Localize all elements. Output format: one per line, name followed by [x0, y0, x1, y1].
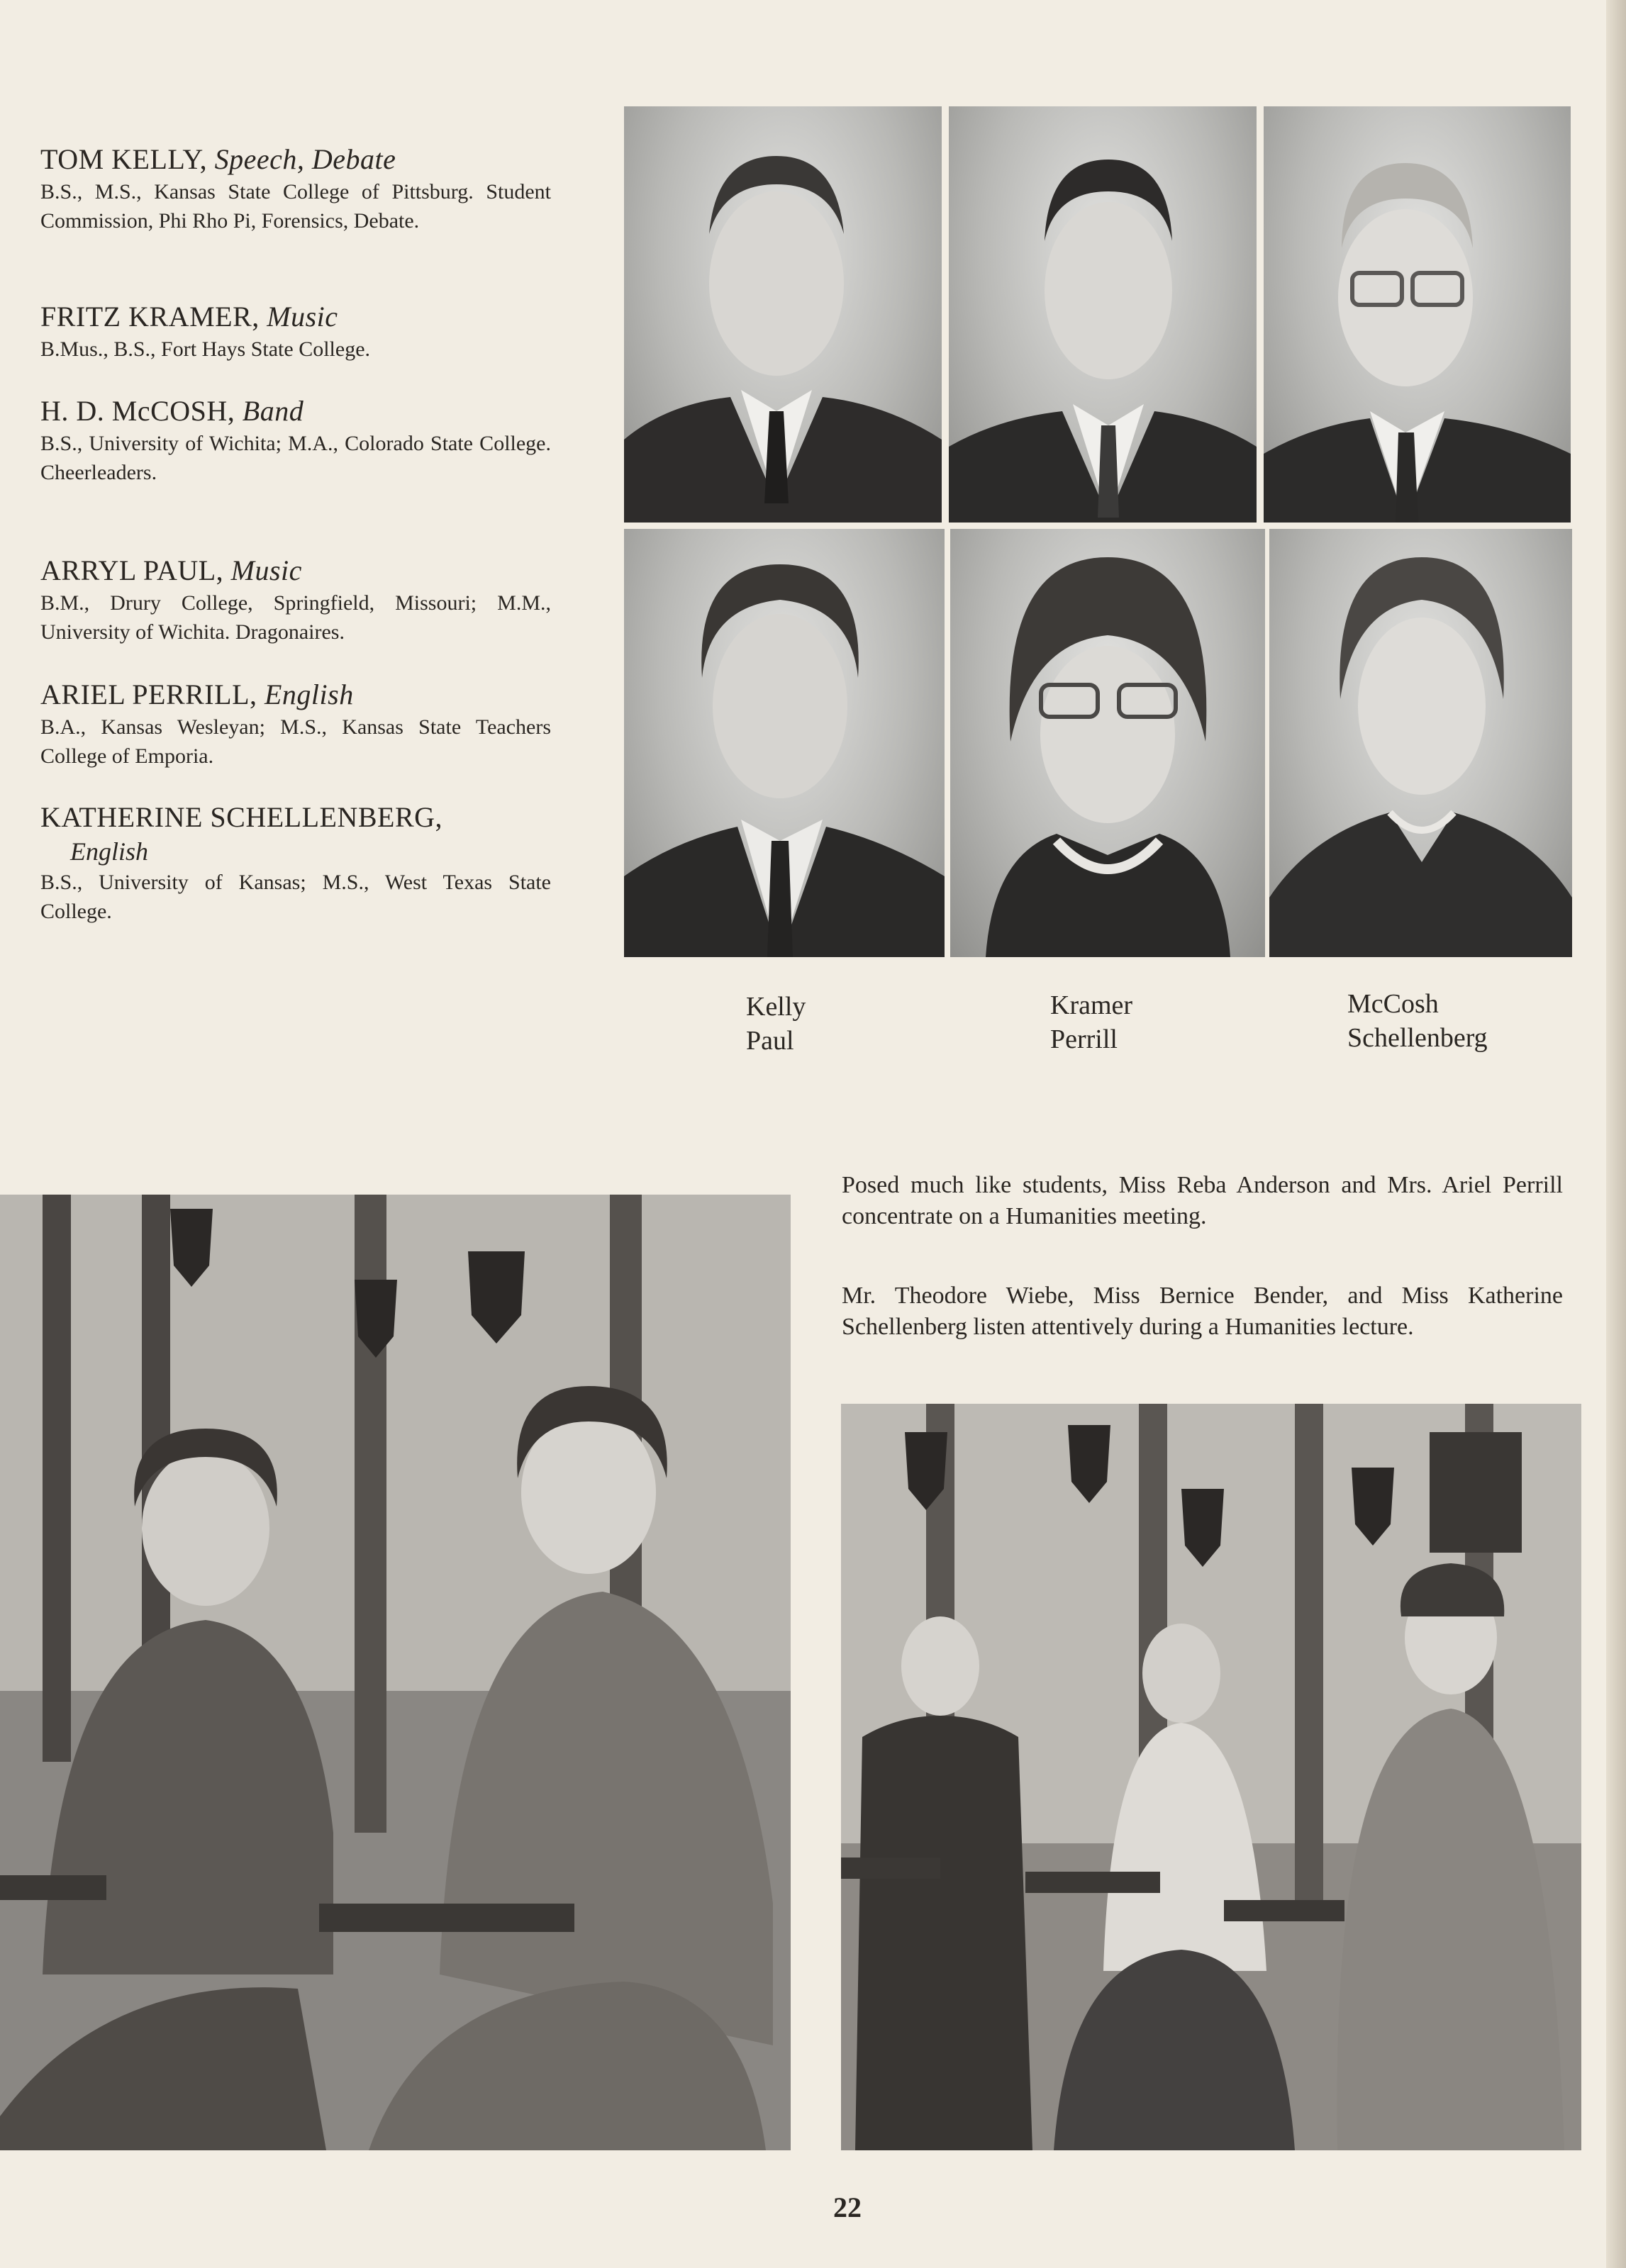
portrait-paul	[624, 529, 945, 957]
bio-name: ARIEL PERRILL,	[40, 678, 257, 710]
photo-caption-left: Posed much like students, Miss Reba Anderson and Mrs. Ariel Perrill concentrate on a Humanities meeting.	[842, 1172, 1563, 1229]
bio-mccosh	[40, 393, 551, 487]
bio-dept: Music	[230, 554, 302, 586]
bio-kramer	[40, 299, 551, 364]
bio-name: KATHERINE SCHELLENBERG,	[40, 801, 443, 833]
bio-dept: English	[70, 837, 149, 866]
bio-credentials: B.Mus., B.S., Fort Hays State College.	[40, 337, 371, 361]
bio-credentials: B.M., Drury College, Springfield, Missouri; M.M., University of Wichita. Dragonaires.	[40, 591, 551, 644]
bio-name: FRITZ KRAMER,	[40, 301, 260, 333]
bio-credentials: B.S., University of Wichita; M.A., Colorado State College. Cheerleaders.	[40, 432, 551, 484]
bio-name: TOM KELLY,	[40, 143, 208, 175]
photo-humanities-meeting	[0, 1195, 791, 2150]
caption-name: McCosh	[1347, 989, 1439, 1019]
bio-paul	[40, 553, 551, 647]
photo-humanities-lecture	[841, 1404, 1581, 2150]
bio-credentials: B.A., Kansas Wesleyan; M.S., Kansas State Teachers College of Emporia.	[40, 715, 551, 768]
caption-column-3	[1347, 987, 1488, 1055]
portrait-kramer	[949, 106, 1257, 523]
bio-credentials: B.S., University of Kansas; M.S., West Texas State College.	[40, 871, 551, 923]
bio-dept: Speech, Debate	[214, 143, 396, 175]
photo-caption-right: Mr. Theodore Wiebe, Miss Bernice Bender, and Miss Katherine Schellenberg listen attentively during a Humanities lecture.	[842, 1283, 1563, 1340]
bio-dept: Music	[267, 301, 338, 333]
portrait-kelly	[624, 106, 942, 523]
portrait-schellenberg	[1269, 529, 1572, 957]
caption-column-1	[746, 990, 806, 1058]
portrait-perrill	[950, 529, 1265, 957]
caption-column-2	[1050, 988, 1132, 1056]
caption-name: Schellenberg	[1347, 1023, 1488, 1053]
caption-name: Kelly	[746, 992, 806, 1022]
bio-credentials: B.S., M.S., Kansas State College of Pittsburg. Student Commission, Phi Rho Pi, Forensics, Debate.	[40, 180, 551, 233]
bio-schellenberg	[40, 800, 551, 926]
bio-dept: English	[264, 678, 354, 710]
bio-perrill	[40, 677, 551, 771]
bio-name: H. D. McCOSH,	[40, 395, 235, 427]
page-number: 22	[833, 2191, 862, 2223]
caption-name: Perrill	[1050, 1024, 1118, 1054]
bio-dept: Band	[242, 395, 304, 427]
caption-name: Kramer	[1050, 990, 1133, 1020]
portrait-mccosh	[1264, 106, 1571, 523]
bio-name: ARRYL PAUL,	[40, 554, 224, 586]
caption-name: Paul	[746, 1026, 794, 1056]
page-edge	[1606, 0, 1626, 2268]
bio-kelly	[40, 142, 551, 235]
